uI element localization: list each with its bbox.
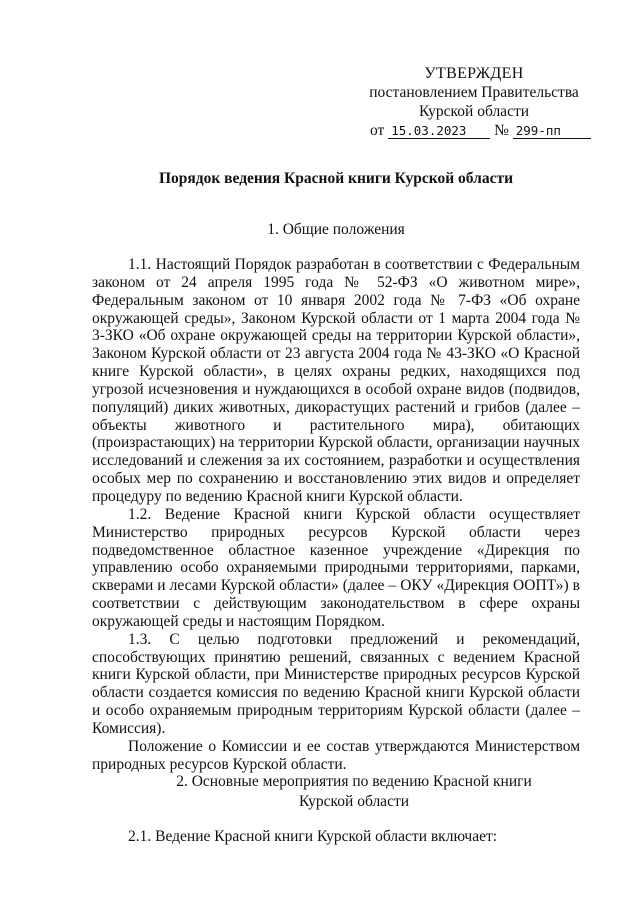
section-1-heading: 1. Общие положения bbox=[267, 221, 405, 238]
paragraph-1-3: 1.3. С целью подготовки предложений и рекомендаций, способствующих принятию решений, связанных с ведением Красной книги Курской области, при Министерстве природных ресурсов Курской области создается комиссия по ведению Красной книги Курской области и особо охраняемым природным территориям Курской области (далее – Комиссия). bbox=[92, 630, 580, 737]
approval-date-line bbox=[368, 121, 580, 140]
from-label: от bbox=[370, 122, 385, 139]
approval-stamp bbox=[368, 64, 580, 140]
paragraph-1-2: 1.2. Ведение Красной книги Курской области осуществляет Министерство природных ресурсов Курской области через подведомственное областное казенное учреждение «Дирекция по управлению особо охраняемыми природными территориями, парками, скверами и лесами Курской области» (далее – ОКУ «Дирекция ООПТ») в соответствии с действующим законодательством в сфере охраны окружающей среды и настоящим Порядком. bbox=[92, 505, 580, 630]
approval-line-1: постановлением Правительства bbox=[369, 84, 579, 101]
approval-date: 15.03.2023 bbox=[388, 123, 490, 139]
section-1-body bbox=[92, 256, 580, 773]
paragraph-2-1: 2.1. Ведение Красной книги Курской области включает: bbox=[128, 828, 498, 845]
approval-line-2: Курской области bbox=[418, 103, 530, 120]
section-2-heading-line-2: Курской области bbox=[298, 793, 410, 810]
number-label: № bbox=[494, 122, 509, 139]
document-title: Порядок ведения Красной книги Курской области bbox=[158, 170, 514, 187]
paragraph-1-1: 1.1. Настоящий Порядок разработан в соответствии с Федеральным законом от 24 апреля 1995 года № 52-ФЗ «О животном мире», Федеральным законом от 10 января 2002 года № 7-ФЗ «Об охране окружающей среды», Законом Курской области от 1 марта 2004 года № 3-ЗКО «Об охране окружающей среды на территории Курской области», Законом Курской области от 23 августа 2004 года № 43-ЗКО «О Красной книге Курской области», в целях охраны редких, находящихся под угрозой исчезновения и нуждающихся в особой охране видов (подвидов, популяций) диких животных, дикорастущих растений и грибов (далее – объекты животного и растительного мира), обитающих (произрастающих) на территории Курской области, организации научных исследований и слежения за их состоянием, разработки и осуществления особых мер по сохранению и восстановлению этих видов и определяет процедуру по ведению Красной книги Курской области. bbox=[92, 256, 580, 505]
approval-number: 299-пп bbox=[513, 123, 591, 139]
paragraph-1-3-commission: Положение о Комиссии и ее состав утверждаются Министерством природных ресурсов Курской области. bbox=[92, 737, 580, 773]
section-2-heading bbox=[128, 772, 580, 812]
section-2-heading-line-1: 2. Основные мероприятия по ведению Красной книги bbox=[176, 773, 532, 790]
approved-label: УТВЕРЖДЕН bbox=[424, 65, 524, 82]
